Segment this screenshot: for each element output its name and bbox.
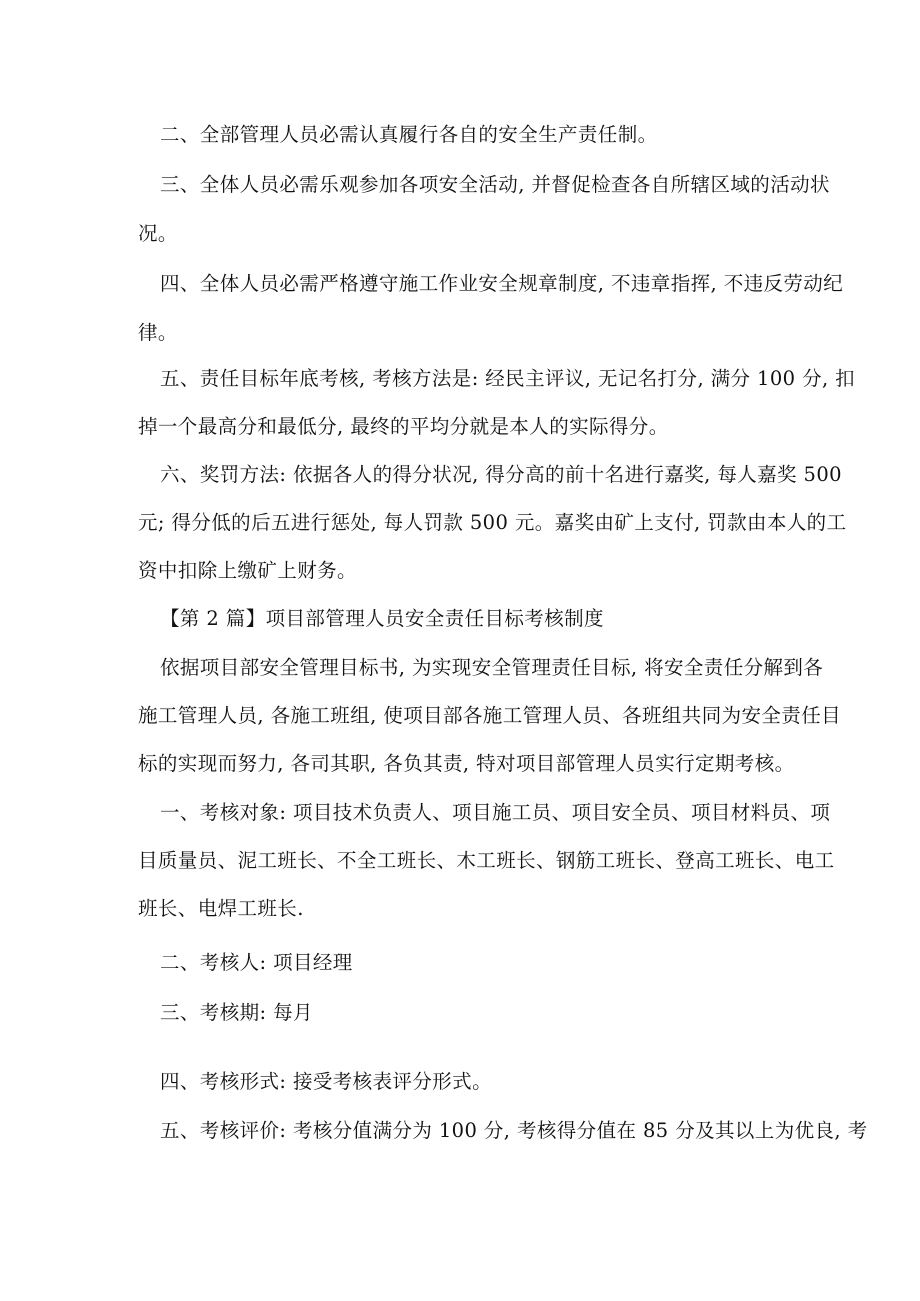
paragraph-2-line-1: 二、全部管理人员必需认真履行各自的安全生产责任制。: [160, 123, 658, 146]
item-3-line-1: 三、考核期: 每月: [160, 1001, 313, 1024]
paragraph-3-line-2: 况。: [138, 222, 178, 245]
item-1-line-2: 目质量员、泥工班长、不全工班长、木工班长、钢筋工班长、登高工班长、电工: [138, 849, 835, 872]
paragraph-5-line-1: 五、责任目标年底考核, 考核方法是: 经民主评议, 无记名打分, 满分 100 分, 扣: [160, 367, 856, 390]
item-5-line-1: 五、考核评价: 考核分值满分为 100 分, 考核得分值在 85 分及其以上为优良, 考: [160, 1119, 868, 1142]
section-heading: 【第 2 篇】项目部管理人员安全责任目标考核制度: [160, 607, 604, 630]
paragraph-6-line-1: 六、奖罚方法: 依据各人的得分状况, 得分高的前十名进行嘉奖, 每人嘉奖 500: [160, 463, 842, 486]
item-4-line-1: 四、考核形式: 接受考核表评分形式。: [160, 1070, 492, 1093]
paragraph-6-line-3: 资中扣除上缴矿上财务。: [138, 559, 357, 582]
item-1-line-1: 一、考核对象: 项目技术负责人、项目施工员、项目安全员、项目材料员、项: [160, 801, 831, 824]
item-1-line-3: 班长、电焊工班长.: [138, 897, 304, 920]
paragraph-4-line-2: 律。: [138, 321, 178, 344]
intro-line-1: 依据项目部安全管理目标书, 为实现安全管理责任目标, 将安全责任分解到各: [160, 656, 824, 679]
paragraph-5-line-2: 掉一个最高分和最低分, 最终的平均分就是本人的实际得分。: [138, 415, 669, 438]
intro-line-2: 施工管理人员, 各施工班组, 使项目部各施工管理人员、各班组共同为安全责任目: [138, 704, 841, 727]
intro-line-3: 标的实现而努力, 各司其职, 各负其责, 特对项目部管理人员实行定期考核。: [138, 752, 795, 775]
item-2-line-1: 二、考核人: 项目经理: [160, 951, 353, 974]
paragraph-4-line-1: 四、全体人员必需严格遵守施工作业安全规章制度, 不违章指挥, 不违反劳动纪: [160, 272, 844, 295]
paragraph-6-line-2: 元; 得分低的后五进行惩处, 每人罚款 500 元。嘉奖由矿上支付, 罚款由本人的工: [138, 511, 847, 534]
paragraph-3-line-1: 三、全体人员必需乐观参加各项安全活动, 并督促检查各自所辖区域的活动状: [160, 173, 830, 196]
